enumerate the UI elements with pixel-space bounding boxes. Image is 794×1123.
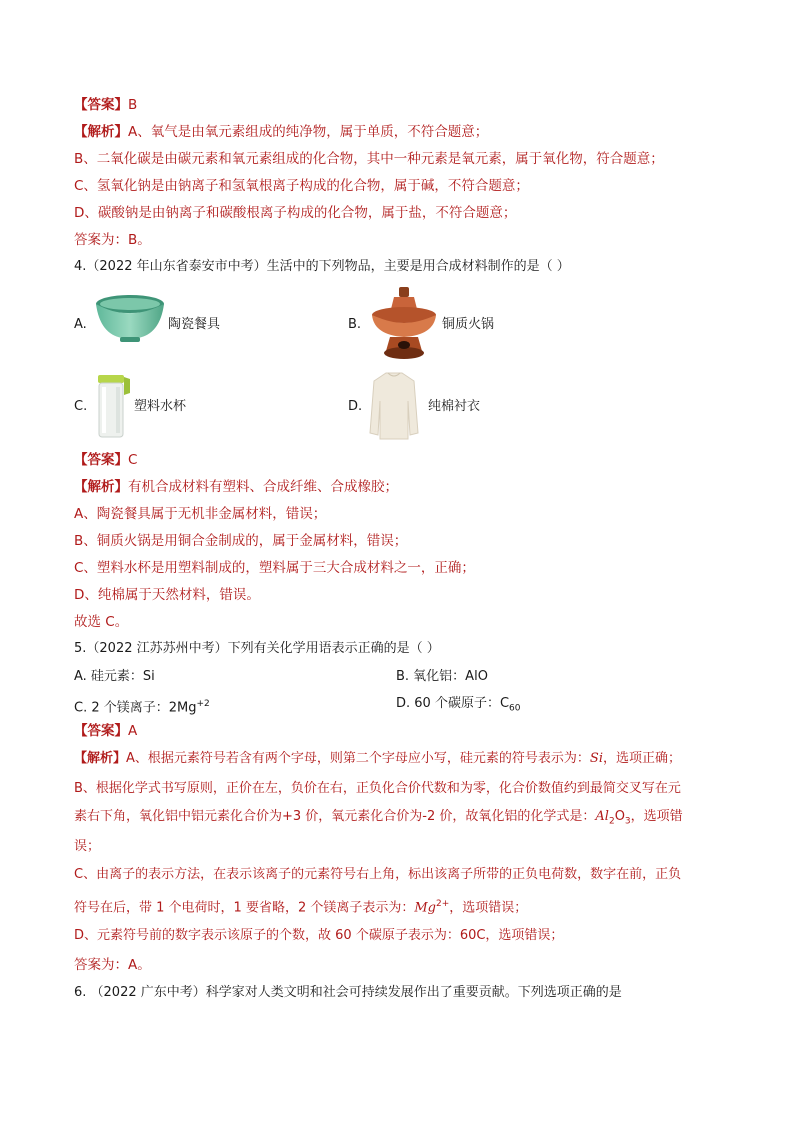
cotton-shirt-icon	[368, 371, 420, 445]
analysis-text: A、根据元素符号若含有两个字母，则第二个字母应小写，硅元素的符号表示为：	[126, 751, 590, 766]
q6-stem: 6. （2022 广东中考）科学家对人类文明和社会可持续发展作出了重要贡献。下列选项正确的是	[74, 985, 622, 1000]
q5-analysis-line-a	[74, 750, 681, 768]
q5-option-d	[396, 695, 520, 718]
option-c-letter: C.	[74, 399, 88, 414]
plastic-cup-icon	[94, 373, 134, 445]
q5-option-c	[74, 695, 210, 717]
answer-tag: 【答案】	[74, 452, 128, 468]
q5-analysis-line-c2	[74, 895, 527, 917]
q5-option-b: B. 氧化铝：AlO	[396, 669, 488, 684]
q4-analysis-line-a: A、陶瓷餐具属于无机非金属材料，错误；	[74, 506, 327, 522]
q3-analysis-line-c: C、氢氧化钠是由钠离子和氢氧根离子构成的化合物，属于碱，不符合题意；	[74, 178, 529, 194]
mg-charge: 2+	[435, 899, 450, 909]
q3-analysis-line-d: D、碳酸钠是由钠离子和碳酸根离子构成的化合物，属于盐，不符合题意；	[74, 205, 517, 221]
answer-tag: 【答案】	[74, 97, 128, 113]
analysis-tag: 【解析】	[74, 751, 127, 766]
option-c-label: 塑料水杯	[134, 399, 187, 414]
analysis-text: A、氧气是由氧元素组成的纯净物，属于单质，不符合题意；	[128, 124, 489, 140]
q3-answer-line	[74, 96, 137, 114]
q5-option-d-subscript: 60	[509, 703, 521, 714]
option-b-letter: B.	[348, 317, 362, 332]
option-b-label: 铜质火锅	[442, 317, 495, 332]
q5-answer-line	[74, 722, 137, 740]
analysis-text: 符号在后，带 1 个电荷时，1 要省略，2 个镁离子表示为：	[74, 900, 415, 916]
si-symbol: Si	[589, 751, 603, 766]
q5-option-a: A. 硅元素：Si	[74, 669, 155, 684]
mg-symbol: Mg	[414, 900, 436, 916]
q5-option-c-charge: +2	[196, 699, 210, 709]
q4-conclusion: 故选 C。	[74, 614, 129, 630]
analysis-tag: 【解析】	[74, 479, 128, 495]
q5-analysis-line-b2	[74, 808, 683, 831]
ceramic-bowl-icon	[94, 290, 166, 352]
q5-analysis-line-b3: 误；	[74, 839, 101, 854]
option-d-label: 纯棉衬衣	[428, 399, 481, 414]
answer-value: B	[128, 97, 138, 113]
q4-stem: 4.（2022 年山东省泰安市中考）生活中的下列物品，主要是用合成材料制作的是（ ）	[74, 259, 570, 274]
q4-answer-line	[74, 451, 137, 469]
al-symbol: Al	[595, 809, 609, 824]
option-d-letter: D.	[348, 399, 363, 414]
q3-conclusion: 答案为：B。	[74, 232, 151, 248]
answer-tag: 【答案】	[74, 723, 128, 739]
analysis-text: 素右下角，氧化铝中铝元素化合价为+3 价，氧元素化合价为-2 价，故氧化铝的化学式是：	[74, 809, 596, 824]
o-subscript: 3	[624, 816, 631, 827]
q5-analysis-line-b1: B、根据化学式书写原则，正价在左，负价在右，正负化合价代数和为零，化合价数值约到最简交叉写在元	[74, 781, 681, 796]
q5-option-d-text: D. 60 个碳原子：C	[396, 696, 510, 711]
q4-analysis-first	[74, 478, 398, 496]
q3-analysis-line-b: B、二氧化碳是由碳元素和氧元素组成的化合物，其中一种元素是氧元素，属于氧化物，符合题意；	[74, 151, 664, 167]
o-symbol: O	[614, 809, 625, 824]
q4-analysis-line-d: D、纯棉属于天然材料，错误。	[74, 587, 260, 603]
al-subscript: 2	[608, 816, 615, 827]
q5-conclusion: 答案为：A。	[74, 957, 151, 973]
option-a-letter: A.	[74, 317, 87, 332]
answer-value: C	[128, 452, 138, 468]
q5-analysis-line-c1: C、由离子的表示方法，在表示该离子的元素符号右上角，标出该离子所带的正负电荷数，数字在前，正负	[74, 867, 682, 882]
analysis-text: 有机合成材料有塑料、合成纤维、合成橡胶；	[128, 479, 398, 495]
copper-hotpot-icon	[368, 285, 440, 367]
analysis-text-tail: ，选项错误；	[449, 900, 528, 916]
q5-option-c-text: C. 2 个镁离子：2Mg	[74, 700, 197, 716]
option-a-label: 陶瓷餐具	[168, 317, 221, 332]
q5-analysis-line-d: D、元素符号前的数字表示该原子的个数，故 60 个碳原子表示为：60C，选项错误；	[74, 928, 564, 943]
q3-analysis-line-a	[74, 123, 488, 141]
q4-analysis-line-b: B、铜质火锅是用铜合金制成的，属于金属材料，错误；	[74, 533, 408, 549]
analysis-text-tail: ，选项正确；	[603, 751, 682, 766]
answer-value: A	[128, 723, 138, 739]
analysis-text-tail: ，选项错	[630, 809, 683, 824]
q5-stem: 5.（2022 江苏苏州中考）下列有关化学用语表示正确的是（ ）	[74, 641, 440, 656]
q4-analysis-line-c: C、塑料水杯是用塑料制成的，塑料属于三大合成材料之一，正确；	[74, 560, 475, 576]
analysis-tag: 【解析】	[74, 124, 128, 140]
